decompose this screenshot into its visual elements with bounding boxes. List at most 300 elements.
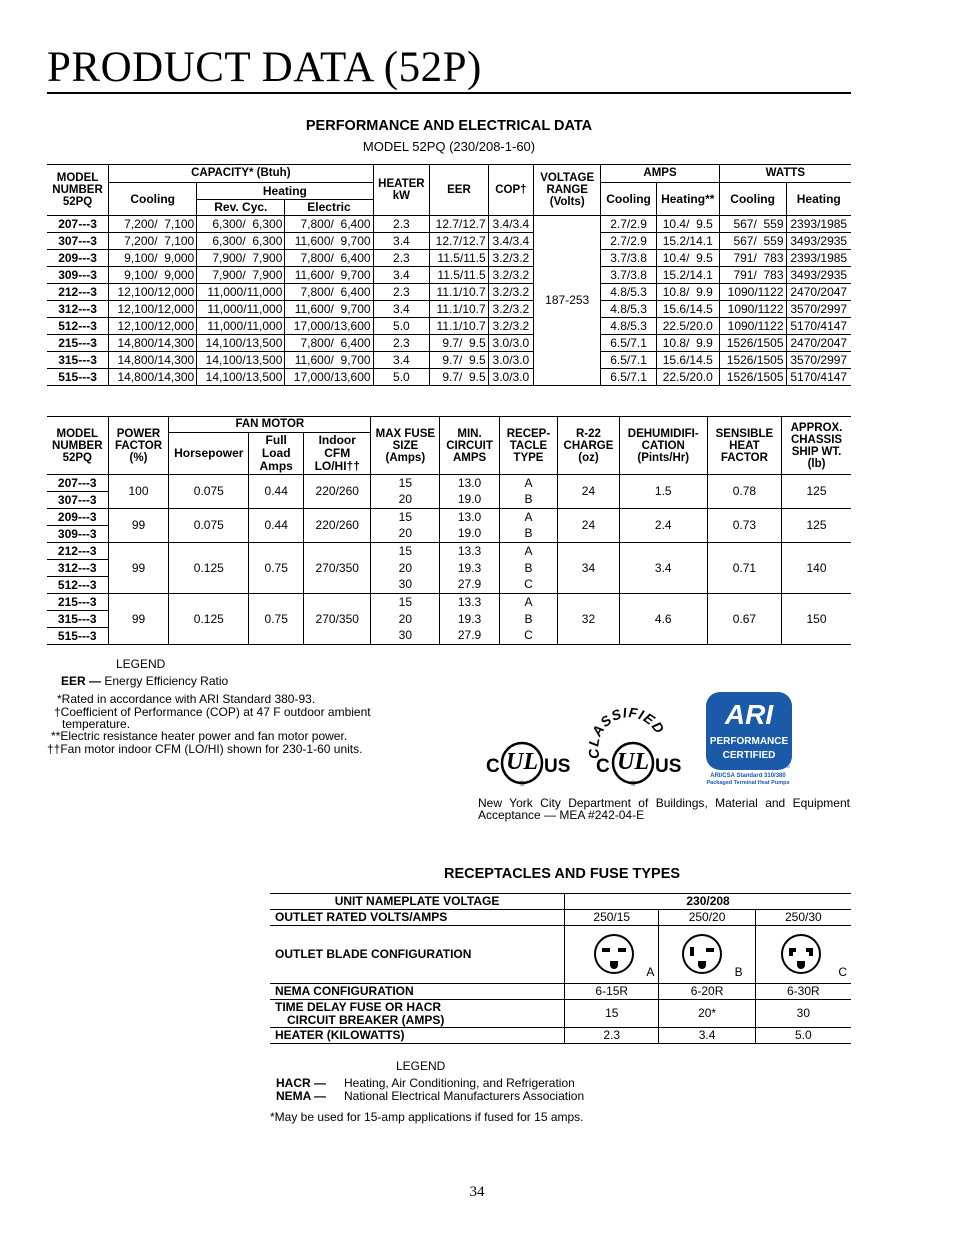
fan-cell-shf: 0.67 xyxy=(707,594,781,645)
ul-classified-text: CLASSIFIED xyxy=(584,704,669,761)
fan-cell-min-circuit: 13.3 xyxy=(440,543,499,560)
perf-row xyxy=(47,250,851,267)
perf-row xyxy=(47,369,851,386)
perf-row xyxy=(47,335,851,352)
col-amps-heating: Heating** xyxy=(656,183,719,216)
perf-cell-ac: 6.5/7.1 xyxy=(601,352,656,369)
recep-tdf-line1: TIME DELAY FUSE OR HACR xyxy=(275,999,442,1014)
fan-cell-ship-wt: 125 xyxy=(782,509,851,543)
receptacles-table xyxy=(270,893,851,1044)
perf-cell-model: 215---3 xyxy=(47,335,109,352)
perf-cell-wc: 1090/1122 xyxy=(719,284,786,301)
fan-cell-dehum: 4.6 xyxy=(619,594,707,645)
fan-cell-max-fuse: 30 xyxy=(371,628,440,645)
fan-cell-horsepower: 0.075 xyxy=(169,475,249,509)
fan-cell-min-circuit: 19.3 xyxy=(440,611,499,628)
perf-cell-model: 209---3 xyxy=(47,250,109,267)
footnote-cfm: ††Fan motor indoor CFM (LO/HI) shown for 230-1-60 units. xyxy=(47,742,363,756)
fan-cell-receptacle: A xyxy=(499,543,558,560)
perf-cell-kw: 2.3 xyxy=(373,250,430,267)
footnote-cop-cont: temperature. xyxy=(62,717,131,731)
fan-cell-min-circuit: 13.0 xyxy=(440,509,499,526)
fan-cell-receptacle: C xyxy=(499,577,558,594)
perf-cell-wh: 2470/2047 xyxy=(786,335,851,352)
perf-cell-cop: 3.0/3.0 xyxy=(488,335,533,352)
perf-cell-eer: 11.1/10.7 xyxy=(430,318,488,335)
fan-cell-min-circuit: 27.9 xyxy=(440,577,499,594)
perf-cell-ac: 4.8/5.3 xyxy=(601,318,656,335)
col-watts-heating: Heating xyxy=(786,183,851,216)
fan-cell-ship-wt: 150 xyxy=(806,611,827,626)
perf-cell-ac: 3.7/3.8 xyxy=(601,250,656,267)
perf-cell-elec: 7,800/ 6,400 xyxy=(285,335,373,352)
ari-tm: TM xyxy=(784,764,790,769)
fan-row xyxy=(47,509,851,526)
ul-mark: UL xyxy=(506,749,538,775)
fan-cell-r22: 24 xyxy=(558,509,619,543)
fan-col-receptacle: RECEP- TACLE TYPE xyxy=(499,417,558,475)
fan-cell-cfm: 270/350 xyxy=(304,543,371,594)
legend2-hacr-abbr: HACR xyxy=(276,1076,311,1090)
perf-cell-elec: 7,800/ 6,400 xyxy=(285,284,373,301)
perf-cell-elec: 11,600/ 9,700 xyxy=(285,352,373,369)
perf-cell-wh: 3493/2935 xyxy=(786,267,851,284)
fan-cell-max-fuse: 20 xyxy=(371,611,440,628)
recep-orva-b: 250/20 xyxy=(659,910,755,926)
recep-nema-a: 6-15R xyxy=(565,984,659,1000)
fan-cell-ship-wt: 125 xyxy=(782,475,851,509)
fan-row xyxy=(47,543,851,560)
recep-orva-label: OUTLET RATED VOLTS/AMPS xyxy=(270,910,565,926)
legend2-title: LEGEND xyxy=(396,1059,446,1073)
fan-cell-fla: 0.75 xyxy=(249,543,304,594)
perf-cell-rev: 11,000/11,000 xyxy=(197,301,285,318)
fan-col-r22: R-22 CHARGE (oz) xyxy=(558,417,619,475)
col-watts: WATTS xyxy=(719,165,851,183)
perf-cell-wc: 791/ 783 xyxy=(719,250,786,267)
ari-certified: CERTIFIED xyxy=(722,750,776,761)
perf-cell-ah: 10.4/ 9.5 xyxy=(656,250,719,267)
col-cooling: Cooling xyxy=(109,183,197,216)
ari-subtitle: Packaged Terminal Heat Pumps xyxy=(706,780,790,786)
perf-cell-wh: 2393/1985 xyxy=(786,250,851,267)
col-model: MODEL NUMBER 52PQ xyxy=(47,165,109,216)
perf-cell-wc: 1526/1505 xyxy=(719,352,786,369)
fan-col-fla: Full Load Amps xyxy=(249,433,304,475)
outlet-letter-a: A xyxy=(646,965,655,979)
fan-col-horsepower: Horsepower xyxy=(169,433,249,475)
perf-cell-cooling: 12,100/12,000 xyxy=(109,318,197,335)
perf-cell-kw: 2.3 xyxy=(373,284,430,301)
legend2-hacr-dash: — xyxy=(314,1076,326,1090)
perf-cell-cop: 3.4/3.4 xyxy=(488,216,533,233)
perf-cell-model: 515---3 xyxy=(47,369,109,386)
fan-cell-min-circuit: 13.0 xyxy=(440,475,499,492)
recep-nema-b: 6-20R xyxy=(659,984,755,1000)
fan-cell-model: 209---3 xyxy=(47,509,108,526)
ul-classified-logo xyxy=(585,704,681,788)
fan-cell-power-factor: 99 xyxy=(108,509,169,543)
perf-cell-ac: 2.7/2.9 xyxy=(601,216,656,233)
perf-cell-elec: 17,000/13,600 xyxy=(285,369,373,386)
fan-cell-max-fuse: 15 xyxy=(371,475,440,492)
fan-cell-r22: 32 xyxy=(558,594,619,645)
col-capacity: CAPACITY* (Btuh) xyxy=(109,165,373,183)
fan-cell-horsepower: 0.125 xyxy=(169,594,249,645)
footnote-capacity: *Rated in accordance with ARI Standard 380-93. xyxy=(57,692,316,706)
outlet-letter-c: C xyxy=(838,965,847,979)
perf-cell-wh: 3570/2997 xyxy=(786,301,851,318)
legend-eer-abbr: EER — xyxy=(61,674,102,688)
perf-cell-cooling: 14,800/14,300 xyxy=(109,352,197,369)
recep-nema-c: 6-30R xyxy=(755,984,851,1000)
legend2-nema-def: National Electrical Manufacturers Association xyxy=(344,1089,585,1103)
perf-cell-ac: 4.8/5.3 xyxy=(601,301,656,318)
fan-cell-fla: 0.44 xyxy=(249,475,304,509)
fan-cell-model: 309---3 xyxy=(47,526,108,543)
fan-cell-r22: 34 xyxy=(558,543,619,594)
perf-cell-cop: 3.0/3.0 xyxy=(488,352,533,369)
col-electric: Electric xyxy=(285,200,373,216)
perf-cell-wc: 567/ 559 xyxy=(719,216,786,233)
footnote-cop: †Coefficient of Performance (COP) at 47 F outdoor ambient xyxy=(54,705,371,719)
outlet-cell-c xyxy=(755,926,851,984)
perf-cell-model: 207---3 xyxy=(47,216,109,233)
outlet-6-30r-icon xyxy=(780,933,822,975)
perf-cell-kw: 3.4 xyxy=(373,301,430,318)
perf-cell-cooling: 12,100/12,000 xyxy=(109,301,197,318)
fan-cell-receptacle: A xyxy=(499,509,558,526)
fan-cell-max-fuse: 15 xyxy=(371,543,440,560)
outlet-cell-a xyxy=(565,926,659,984)
fan-row xyxy=(47,594,851,611)
perf-row xyxy=(47,233,851,250)
perf-cell-cooling: 9,100/ 9,000 xyxy=(109,250,197,267)
perf-cell-rev: 6,300/ 6,300 xyxy=(197,233,285,250)
perf-cell-rev: 11,000/11,000 xyxy=(197,284,285,301)
recep-voltage: 230/208 xyxy=(565,894,851,910)
legend2-nema-abbr: NEMA xyxy=(276,1089,312,1103)
recep-obc-label: OUTLET BLADE CONFIGURATION xyxy=(270,926,565,984)
perf-cell-eer: 12.7/12.7 xyxy=(430,216,488,233)
legend-title: LEGEND xyxy=(116,657,166,671)
fan-cell-ship-wt: 140 xyxy=(782,543,851,594)
recep-tdf-label xyxy=(270,1000,565,1028)
perf-cell-cop: 3.2/3.2 xyxy=(488,284,533,301)
ul-classified-mark: UL xyxy=(617,749,649,775)
footnote-heating: **Electric resistance heater power and fan motor power. xyxy=(51,729,348,743)
perf-row xyxy=(47,301,851,318)
perf-cell-rev: 14,100/13,500 xyxy=(197,352,285,369)
perf-cell-cop: 3.0/3.0 xyxy=(488,369,533,386)
perf-cell-eer: 11.1/10.7 xyxy=(430,284,488,301)
perf-cell-eer: 9.7/ 9.5 xyxy=(430,335,488,352)
fan-cell-max-fuse: 20 xyxy=(371,492,440,509)
fan-motor-table xyxy=(47,416,851,645)
recep-orva-c: 250/30 xyxy=(755,910,851,926)
perf-cell-model: 212---3 xyxy=(47,284,109,301)
perf-cell-ac: 2.7/2.9 xyxy=(601,233,656,250)
perf-cell-eer: 9.7/ 9.5 xyxy=(430,369,488,386)
perf-cell-wc: 1090/1122 xyxy=(719,318,786,335)
perf-cell-cop: 3.2/3.2 xyxy=(488,267,533,284)
fan-cell-receptacle: B xyxy=(499,526,558,543)
ul-us: US xyxy=(544,756,571,777)
fan-cell-receptacle: C xyxy=(499,628,558,645)
recep-heater-c: 5.0 xyxy=(795,1028,812,1042)
perf-cell-kw: 2.3 xyxy=(373,335,430,352)
fan-cell-model: 207---3 xyxy=(47,475,108,492)
fan-col-ship-wt: APPROX. CHASSIS SHIP WT. (lb) xyxy=(782,417,851,475)
certification-logos xyxy=(478,688,800,788)
fan-cell-model: 515---3 xyxy=(47,628,108,645)
perf-cell-rev: 7,900/ 7,900 xyxy=(197,267,285,284)
fan-cell-max-fuse: 20 xyxy=(371,526,440,543)
perf-row xyxy=(47,284,851,301)
outlet-6-15r-icon xyxy=(593,933,635,975)
perf-cell-cooling: 7,200/ 7,100 xyxy=(109,216,197,233)
page-number: 34 xyxy=(469,1184,485,1200)
perf-cell-kw: 5.0 xyxy=(373,369,430,386)
recep-unv-label: UNIT NAMEPLATE VOLTAGE xyxy=(270,894,565,910)
recep-tdf-b: 20* xyxy=(659,1000,755,1028)
col-cop: COP† xyxy=(488,165,533,216)
performance-table xyxy=(47,164,851,386)
fan-cell-cfm: 270/350 xyxy=(304,594,371,645)
perf-cell-wh: 3493/2935 xyxy=(786,233,851,250)
perf-cell-cooling: 9,100/ 9,000 xyxy=(109,267,197,284)
fan-cell-model: 307---3 xyxy=(47,492,108,509)
col-voltage: VOLTAGE RANGE (Volts) xyxy=(534,165,601,216)
perf-cell-ac: 6.5/7.1 xyxy=(601,369,656,386)
fan-cell-shf: 0.73 xyxy=(707,509,781,543)
perf-cell-wh: 5170/4147 xyxy=(786,369,851,386)
perf-cell-cop: 3.2/3.2 xyxy=(488,301,533,318)
perf-cell-elec: 17,000/13,600 xyxy=(285,318,373,335)
perf-cell-ah: 15.6/14.5 xyxy=(656,352,719,369)
ari-mark: ARI xyxy=(724,699,774,730)
ul-classified-reg: ® xyxy=(630,781,636,788)
fan-cell-r22: 24 xyxy=(558,475,619,509)
fan-cell-model: 512---3 xyxy=(47,577,108,594)
perf-cell-rev: 14,100/13,500 xyxy=(197,369,285,386)
fan-cell-max-fuse: 30 xyxy=(371,577,440,594)
perf-cell-cooling: 12,100/12,000 xyxy=(109,284,197,301)
perf-cell-ah: 15.6/14.5 xyxy=(656,301,719,318)
fan-col-model: MODEL NUMBER 52PQ xyxy=(47,417,108,475)
fan-col-max-fuse: MAX FUSE SIZE (Amps) xyxy=(371,417,440,475)
perf-cell-kw: 5.0 xyxy=(373,318,430,335)
fan-cell-receptacle: B xyxy=(499,492,558,509)
outlet-letter-b: B xyxy=(734,965,743,979)
perf-cell-wh: 2470/2047 xyxy=(786,284,851,301)
fan-cell-horsepower: 0.125 xyxy=(169,543,249,594)
perf-voltage-range: 187-253 xyxy=(534,216,601,386)
legend2-nema xyxy=(276,1090,584,1103)
perf-cell-wc: 1526/1505 xyxy=(719,335,786,352)
perf-heading: PERFORMANCE AND ELECTRICAL DATA xyxy=(305,118,593,134)
perf-cell-wc: 1526/1505 xyxy=(719,369,786,386)
ari-performance: PERFORMANCE xyxy=(709,736,789,747)
recep-heater-b: 3.4 xyxy=(659,1028,755,1044)
perf-cell-elec: 11,600/ 9,700 xyxy=(285,267,373,284)
legend-eer xyxy=(61,675,228,688)
perf-cell-rev: 7,900/ 7,900 xyxy=(197,250,285,267)
title-rule xyxy=(47,92,851,94)
perf-cell-rev: 14,100/13,500 xyxy=(197,335,285,352)
col-rev-cyc: Rev. Cyc. xyxy=(197,200,285,216)
perf-cell-ac: 3.7/3.8 xyxy=(601,267,656,284)
outlet-6-20r-icon xyxy=(681,933,723,975)
fan-cell-max-fuse: 20 xyxy=(371,560,440,577)
perf-cell-elec: 7,800/ 6,400 xyxy=(285,250,373,267)
perf-cell-eer: 11.5/11.5 xyxy=(430,267,488,284)
perf-cell-cop: 3.4/3.4 xyxy=(488,233,533,250)
perf-cell-cooling: 14,800/14,300 xyxy=(109,369,197,386)
perf-cell-ah: 15.2/14.1 xyxy=(656,267,719,284)
perf-cell-model: 512---3 xyxy=(47,318,109,335)
perf-cell-wc: 1090/1122 xyxy=(719,301,786,318)
perf-cell-kw: 3.4 xyxy=(373,233,430,250)
perf-cell-wh: 5170/4147 xyxy=(786,318,851,335)
page-title: PRODUCT DATA (52P) xyxy=(47,44,482,91)
recep-nema-label: NEMA CONFIGURATION xyxy=(270,984,565,1000)
ari-certified-logo xyxy=(706,692,792,786)
perf-cell-ah: 15.2/14.1 xyxy=(656,233,719,250)
legend2-hacr-def: Heating, Air Conditioning, and Refrigeration xyxy=(344,1076,575,1090)
fan-cell-dehum: 3.4 xyxy=(619,543,707,594)
fan-cell-cfm: 220/260 xyxy=(304,509,371,543)
perf-cell-rev: 11,000/11,000 xyxy=(197,318,285,335)
ari-standard: ARI/CSA Standard 310/380 xyxy=(710,773,786,779)
fan-cell-fla: 0.44 xyxy=(249,509,304,543)
legend-eer-def: Energy Efficiency Ratio xyxy=(104,674,229,688)
perf-cell-kw: 2.3 xyxy=(373,216,430,233)
perf-cell-wc: 791/ 783 xyxy=(719,267,786,284)
fan-cell-horsepower: 0.075 xyxy=(169,509,249,543)
col-amps-cooling: Cooling xyxy=(601,183,656,216)
col-heater-kw: HEATER kW xyxy=(373,165,430,216)
outlet-cell-b xyxy=(659,926,755,984)
perf-cell-elec: 7,800/ 6,400 xyxy=(285,216,373,233)
fan-cell-max-fuse: 15 xyxy=(371,594,440,611)
fan-cell-cfm: 220/260 xyxy=(304,475,371,509)
ul-classified-us: US xyxy=(655,756,682,777)
perf-cell-wh: 2393/1985 xyxy=(786,216,851,233)
fan-cell-min-circuit: 19.3 xyxy=(440,560,499,577)
perf-cell-ah: 10.8/ 9.9 xyxy=(656,335,719,352)
fan-col-power-factor: POWER FACTOR (%) xyxy=(108,417,169,475)
fan-col-cfm: Indoor CFM LO/HI†† xyxy=(304,433,371,475)
perf-cell-eer: 9.7/ 9.5 xyxy=(430,352,488,369)
fan-cell-receptacle: A xyxy=(499,475,558,492)
fan-cell-model: 215---3 xyxy=(47,594,108,611)
fan-cell-shf: 0.78 xyxy=(707,475,781,509)
perf-row xyxy=(47,216,851,233)
ul-c: C xyxy=(486,756,500,777)
col-eer: EER xyxy=(430,165,488,216)
perf-row xyxy=(47,267,851,284)
perf-cell-model: 312---3 xyxy=(47,301,109,318)
ul-classified-c: C xyxy=(596,756,610,777)
perf-cell-eer: 12.7/12.7 xyxy=(430,233,488,250)
perf-cell-cooling: 14,800/14,300 xyxy=(109,335,197,352)
fan-cell-power-factor: 99 xyxy=(108,543,169,594)
perf-cell-model: 309---3 xyxy=(47,267,109,284)
ul-reg: ® xyxy=(519,781,525,788)
recep-orva-a: 250/15 xyxy=(565,910,659,926)
perf-cell-model: 315---3 xyxy=(47,352,109,369)
legend2-nema-dash: — xyxy=(314,1089,326,1103)
perf-cell-kw: 3.4 xyxy=(373,352,430,369)
perf-row xyxy=(47,318,851,335)
legend2-footnote: *May be used for 15-amp applications if fused for 15 amps. xyxy=(270,1110,584,1124)
perf-cell-cop: 3.2/3.2 xyxy=(488,318,533,335)
receptacles-heading: RECEPTACLES AND FUSE TYPES xyxy=(444,866,681,882)
perf-cell-eer: 11.5/11.5 xyxy=(430,250,488,267)
perf-cell-elec: 11,600/ 9,700 xyxy=(285,233,373,250)
perf-cell-ah: 22.5/20.0 xyxy=(656,369,719,386)
fan-cell-dehum: 2.4 xyxy=(619,509,707,543)
perf-cell-ah: 10.4/ 9.5 xyxy=(656,216,719,233)
perf-cell-model: 307---3 xyxy=(47,233,109,250)
fan-cell-min-circuit: 27.9 xyxy=(440,628,499,645)
col-watts-cooling: Cooling xyxy=(719,183,786,216)
perf-cell-cooling: 7,200/ 7,100 xyxy=(109,233,197,250)
perf-row xyxy=(47,352,851,369)
fan-col-fan-motor: FAN MOTOR xyxy=(169,417,371,433)
fan-cell-min-circuit: 19.0 xyxy=(440,492,499,509)
fan-row xyxy=(47,475,851,492)
perf-cell-cop: 3.2/3.2 xyxy=(488,250,533,267)
recep-heater-label: HEATER (KILOWATTS) xyxy=(270,1028,565,1044)
fan-cell-power-factor: 100 xyxy=(108,475,169,509)
perf-cell-kw: 3.4 xyxy=(373,267,430,284)
fan-cell-receptacle: B xyxy=(499,560,558,577)
fan-cell-max-fuse: 15 xyxy=(371,509,440,526)
perf-cell-rev: 6,300/ 6,300 xyxy=(197,216,285,233)
perf-model-line: MODEL 52PQ (230/208-1-60) xyxy=(362,139,536,154)
perf-cell-ah: 10.8/ 9.9 xyxy=(656,284,719,301)
fan-cell-power-factor: 99 xyxy=(108,594,169,645)
fan-cell-dehum: 1.5 xyxy=(619,475,707,509)
fan-col-dehum: DEHUMIDIFI- CATION (Pints/Hr) xyxy=(619,417,707,475)
fan-cell-model: 315---3 xyxy=(47,611,108,628)
recep-tdf-line2: CIRCUIT BREAKER (AMPS) xyxy=(287,1012,445,1027)
nyc-acceptance-note: New York City Department of Buildings, Material and Equipment Acceptance — MEA #242-04-E xyxy=(478,796,850,822)
fan-cell-shf: 0.71 xyxy=(707,543,781,594)
recep-tdf-c: 30 xyxy=(755,1000,851,1028)
fan-cell-receptacle: A xyxy=(499,594,558,611)
ul-listed-logo xyxy=(486,743,570,788)
perf-cell-ac: 6.5/7.1 xyxy=(601,335,656,352)
perf-cell-wh: 3570/2997 xyxy=(786,352,851,369)
perf-cell-elec: 11,600/ 9,700 xyxy=(285,301,373,318)
fan-col-min-circuit: MIN. CIRCUIT AMPS xyxy=(440,417,499,475)
fan-cell-fla: 0.75 xyxy=(249,594,304,645)
fan-cell-min-circuit: 13.3 xyxy=(440,594,499,611)
recep-tdf-a: 15 xyxy=(565,1000,659,1028)
perf-cell-eer: 11.1/10.7 xyxy=(430,301,488,318)
perf-cell-wc: 567/ 559 xyxy=(719,233,786,250)
perf-cell-ah: 22.5/20.0 xyxy=(656,318,719,335)
recep-heater-a: 2.3 xyxy=(565,1028,659,1044)
col-heating: Heating xyxy=(197,183,373,200)
fan-cell-min-circuit: 19.0 xyxy=(440,526,499,543)
fan-cell-model: 212---3 xyxy=(47,543,108,560)
fan-cell-model: 312---3 xyxy=(47,560,108,577)
col-amps: AMPS xyxy=(601,165,719,183)
